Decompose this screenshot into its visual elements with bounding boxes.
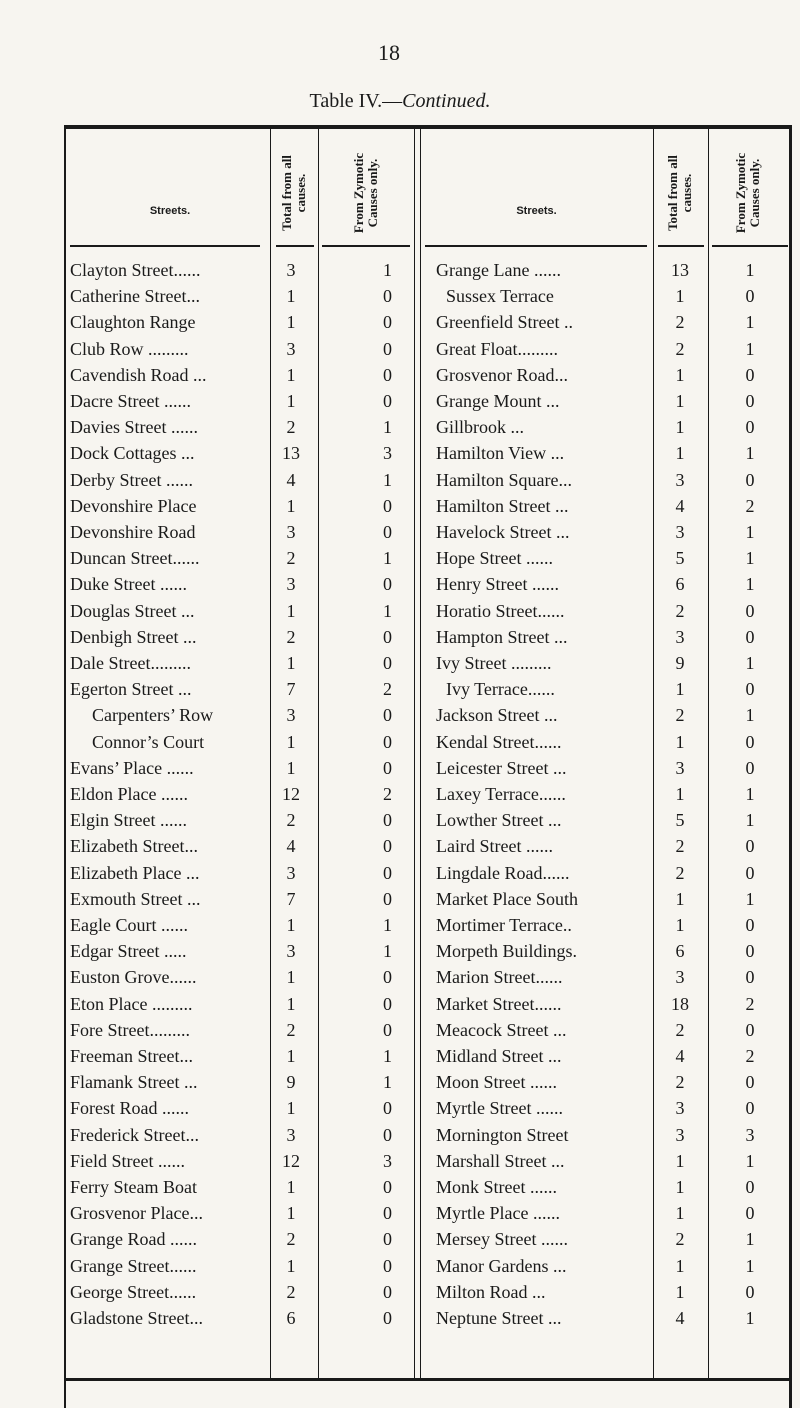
table-row <box>0 545 800 571</box>
right-zymotic-cell: 0 <box>745 1098 755 1119</box>
right-zymotic-cell: 1 <box>745 1150 755 1171</box>
right-street-name: Laird Street ...... <box>436 836 553 857</box>
right-total-cell: 3 <box>675 757 685 778</box>
left-zymotic-cell: 0 <box>383 338 392 359</box>
left-street-name: Devonshire Place <box>70 495 197 516</box>
left-total-cell: 1 <box>286 286 296 307</box>
left-street-name: Carpenters’ Row <box>92 705 214 726</box>
left-zymotic-cell: 0 <box>383 862 392 883</box>
left-zymotic-cell: 0 <box>383 1281 392 1302</box>
table-row <box>0 467 800 493</box>
left-total-cell: 2 <box>286 548 296 569</box>
right-street-name: Marshall Street ... <box>436 1150 565 1171</box>
right-zymotic-cell: 0 <box>745 469 755 490</box>
left-zymotic-cell: 0 <box>383 993 392 1014</box>
title-continued: Continued. <box>402 90 491 112</box>
right-total-cell: 4 <box>675 495 685 516</box>
right-street-name: Hamilton View ... <box>436 443 565 464</box>
table-row <box>0 388 800 414</box>
right-zymotic-cell: 0 <box>745 391 755 411</box>
table-row <box>0 309 800 335</box>
left-street-name: Duke Street ...... <box>70 574 187 595</box>
left-total-cell: 1 <box>286 915 296 935</box>
right-street-name: Market Street...... <box>436 993 562 1014</box>
right-street-name: Neptune Street ... <box>436 1308 562 1328</box>
left-zymotic-cell: 0 <box>383 1255 392 1276</box>
page-number: 18 <box>378 40 400 65</box>
table-row <box>0 571 800 597</box>
right-street-name: Myrtle Street ...... <box>436 1098 563 1119</box>
left-street-name: Eldon Place ...... <box>70 784 188 804</box>
right-street-name: Milton Road ... <box>436 1281 546 1302</box>
left-street-name: Frederick Street... <box>70 1124 199 1145</box>
left-zymotic-cell: 0 <box>383 626 392 647</box>
table-row <box>0 781 800 807</box>
left-total-cell: 2 <box>286 1281 296 1302</box>
left-street-name: Dale Street......... <box>70 653 191 673</box>
table-row <box>0 886 800 912</box>
right-total-cell: 1 <box>675 1203 685 1224</box>
left-total-cell: 1 <box>286 757 296 778</box>
left-zymotic-cell: 0 <box>383 653 392 673</box>
left-street-name: Field Street ...... <box>70 1150 185 1171</box>
right-total-cell: 1 <box>675 784 685 804</box>
right-zymotic-cell: 0 <box>745 915 755 935</box>
right-street-name: Meacock Street ... <box>436 1019 567 1040</box>
right-zymotic-cell: 1 <box>745 574 755 595</box>
right-zymotic-cell: 0 <box>745 364 755 385</box>
left-total-cell: 3 <box>286 1124 296 1145</box>
right-zymotic-cell: 1 <box>745 653 755 673</box>
left-zymotic-cell: 0 <box>383 810 392 831</box>
right-zymotic-cell: 1 <box>745 705 755 726</box>
table-row <box>0 1122 800 1148</box>
right-zymotic-cell: 1 <box>745 784 755 804</box>
left-total-cell: 3 <box>286 522 296 542</box>
right-zymotic-cell: 0 <box>745 836 755 857</box>
table-row <box>0 729 800 755</box>
table-row <box>0 991 800 1017</box>
left-street-name: Fore Street......... <box>70 1019 190 1040</box>
right-total-cell: 4 <box>675 1046 685 1066</box>
left-total-cell: 1 <box>286 391 296 411</box>
right-street-name: Ivy Street ......... <box>436 653 552 673</box>
header-rule <box>70 245 260 247</box>
right-zymotic-cell: 0 <box>745 286 755 307</box>
left-zymotic-cell: 0 <box>383 1308 392 1328</box>
right-total-cell: 1 <box>675 1281 685 1302</box>
left-total-cell: 3 <box>286 260 296 280</box>
right-total-cell: 2 <box>675 836 685 857</box>
table-row <box>0 702 800 728</box>
right-zymotic-cell: 1 <box>745 312 755 333</box>
left-street-name: Exmouth Street ... <box>70 888 201 909</box>
right-street-name: Gillbrook ... <box>436 417 524 438</box>
left-total-cell: 2 <box>286 626 296 647</box>
right-total-cell: 2 <box>675 862 685 883</box>
left-street-name: Grange Street...... <box>70 1255 197 1276</box>
right-zymotic-cell: 0 <box>745 1177 755 1197</box>
right-total-cell: 3 <box>675 626 685 647</box>
left-zymotic-cell: 1 <box>383 1046 392 1066</box>
table-bottom-rule <box>64 1378 792 1381</box>
left-street-name: Douglas Street ... <box>70 600 195 621</box>
right-zymotic-cell: 2 <box>745 993 755 1014</box>
table-row <box>0 1148 800 1174</box>
right-total-cell: 4 <box>675 1308 685 1328</box>
right-street-name: Henry Street ...... <box>436 574 559 595</box>
table-row <box>0 598 800 624</box>
left-street-name: Elgin Street ...... <box>70 810 187 831</box>
table-row <box>0 257 800 283</box>
left-street-name: Clayton Street...... <box>70 260 201 280</box>
left-street-name: Evans’ Place ...... <box>70 757 194 778</box>
right-zymotic-cell: 1 <box>745 443 755 464</box>
right-street-name: Horatio Street...... <box>436 600 565 621</box>
left-total-cell: 4 <box>286 836 296 857</box>
right-zymotic-cell: 0 <box>745 679 755 700</box>
left-zymotic-cell: 0 <box>383 1177 392 1197</box>
table-row <box>0 1174 800 1200</box>
left-street-name: Duncan Street...... <box>70 548 200 569</box>
left-street-name: Elizabeth Place ... <box>70 862 200 883</box>
table-row <box>0 807 800 833</box>
left-total-cell: 3 <box>286 941 296 962</box>
right-street-name: Manor Gardens ... <box>436 1255 567 1276</box>
right-zymotic-cell: 1 <box>745 548 755 569</box>
table-row <box>0 440 800 466</box>
right-total-cell: 5 <box>675 810 685 831</box>
left-zymotic-cell: 1 <box>383 600 392 621</box>
table-row <box>0 414 800 440</box>
right-total-cell: 3 <box>675 469 685 490</box>
right-street-name: Mornington Street <box>436 1124 569 1145</box>
right-zymotic-cell: 1 <box>745 260 755 280</box>
right-total-cell: 5 <box>675 548 685 569</box>
right-zymotic-cell: 0 <box>745 417 755 438</box>
right-zymotic-cell: 1 <box>745 522 755 542</box>
table-title <box>0 90 800 113</box>
right-total-cell: 3 <box>675 1124 685 1145</box>
left-street-name: Denbigh Street ... <box>70 626 197 647</box>
left-zymotic-cell: 1 <box>383 469 392 490</box>
right-zymotic-cell: 0 <box>745 600 755 621</box>
left-zymotic-cell: 0 <box>383 1098 392 1119</box>
right-street-name: Grange Mount ... <box>436 391 560 411</box>
right-total-cell: 9 <box>675 653 685 673</box>
right-total-cell: 1 <box>675 1177 685 1197</box>
left-zymotic-cell: 1 <box>383 1072 392 1093</box>
left-zymotic-cell: 0 <box>383 731 392 752</box>
header-rule <box>425 245 647 247</box>
left-total-cell: 1 <box>286 1177 296 1197</box>
left-total-cell: 12 <box>282 784 300 804</box>
table-row <box>0 1305 800 1331</box>
right-street-name: Mersey Street ...... <box>436 1229 568 1250</box>
left-zymotic-cell: 0 <box>383 967 392 988</box>
table-row <box>0 1043 800 1069</box>
left-street-name: Ferry Steam Boat <box>70 1177 197 1197</box>
left-total-cell: 2 <box>286 1229 296 1250</box>
right-zymotic-cell: 1 <box>745 888 755 909</box>
right-zymotic-cell: 0 <box>745 626 755 647</box>
right-total-cell: 2 <box>675 600 685 621</box>
left-street-name: Flamank Street ... <box>70 1072 198 1093</box>
right-street-name: Market Place South <box>436 888 578 909</box>
right-street-name: Lingdale Road...... <box>436 862 570 883</box>
left-street-name: Derby Street ...... <box>70 469 193 490</box>
left-total-cell: 12 <box>282 1150 300 1171</box>
left-total-cell: 13 <box>282 443 300 464</box>
left-total-cell: 1 <box>286 967 296 988</box>
left-total-cell: 4 <box>286 469 296 490</box>
table-row <box>0 283 800 309</box>
right-total-cell: 1 <box>675 417 685 438</box>
right-total-cell: 3 <box>675 1098 685 1119</box>
left-zymotic-cell: 2 <box>383 784 392 804</box>
left-street-name: Catherine Street... <box>70 286 200 307</box>
left-street-name: Connor’s Court <box>92 731 205 752</box>
table-row <box>0 1200 800 1226</box>
right-total-cell: 2 <box>675 338 685 359</box>
left-zymotic-cell: 0 <box>383 391 392 411</box>
header-rule <box>322 245 410 247</box>
header-rule <box>712 245 788 247</box>
table-row <box>0 938 800 964</box>
left-zymotic-cell: 1 <box>383 548 392 569</box>
table-row <box>0 1226 800 1252</box>
left-total-cell: 1 <box>286 1046 296 1066</box>
table-row <box>0 650 800 676</box>
title-main: Table IV.— <box>309 90 403 112</box>
left-street-name: George Street...... <box>70 1281 197 1302</box>
table-row <box>0 624 800 650</box>
right-total-cell: 6 <box>675 574 685 595</box>
right-street-name: Grosvenor Road... <box>436 364 568 385</box>
right-street-name: Hope Street ...... <box>436 548 553 569</box>
left-street-name: Freeman Street... <box>70 1046 193 1066</box>
right-street-name: Mortimer Terrace.. <box>436 915 572 935</box>
right-zymotic-cell: 0 <box>745 941 755 962</box>
left-total-cell: 1 <box>286 653 296 673</box>
right-total-cell: 1 <box>675 915 685 935</box>
left-total-cell: 7 <box>286 888 296 909</box>
left-total-cell: 3 <box>286 862 296 883</box>
right-zymotic-cell: 0 <box>745 731 755 752</box>
right-total-cell: 2 <box>675 312 685 333</box>
table-row <box>0 833 800 859</box>
right-zymotic-cell: 2 <box>745 495 755 516</box>
left-zymotic-cell: 0 <box>383 522 392 542</box>
right-zymotic-cell: 3 <box>745 1124 755 1145</box>
right-total-cell: 2 <box>675 1072 685 1093</box>
right-total-cell: 1 <box>675 286 685 307</box>
left-total-cell: 1 <box>286 364 296 385</box>
left-zymotic-cell: 1 <box>383 941 392 962</box>
right-total-cell: 2 <box>675 1019 685 1040</box>
right-total-cell: 1 <box>675 443 685 464</box>
right-street-name: Jackson Street ... <box>436 705 558 726</box>
table-row <box>0 493 800 519</box>
right-total-cell: 13 <box>671 260 689 280</box>
table-row <box>0 362 800 388</box>
left-total-cell: 3 <box>286 574 296 595</box>
left-zymotic-cell: 0 <box>383 757 392 778</box>
right-street-name: Hampton Street ... <box>436 626 568 647</box>
right-total-cell: 1 <box>675 391 685 411</box>
right-total-cell: 18 <box>671 993 689 1014</box>
table-row <box>0 1279 800 1305</box>
left-total-cell: 1 <box>286 495 296 516</box>
right-zymotic-cell: 0 <box>745 1019 755 1040</box>
right-zymotic-cell: 0 <box>745 757 755 778</box>
right-zymotic-cell: 2 <box>745 1046 755 1066</box>
right-zymotic-cell: 1 <box>745 1255 755 1276</box>
right-street-name: Midland Street ... <box>436 1046 562 1066</box>
left-zymotic-cell: 0 <box>383 705 392 726</box>
right-street-name: Myrtle Place ...... <box>436 1203 560 1224</box>
left-zymotic-cell: 0 <box>383 836 392 857</box>
left-street-name: Gladstone Street... <box>70 1308 203 1328</box>
left-total-cell: 1 <box>286 600 296 621</box>
right-street-name: Ivy Terrace...... <box>446 679 555 700</box>
table-row <box>0 1095 800 1121</box>
left-total-cell: 6 <box>286 1308 296 1328</box>
left-street-name: Edgar Street ..... <box>70 941 187 962</box>
left-street-name: Claughton Range <box>70 312 196 333</box>
right-total-cell: 1 <box>675 1150 685 1171</box>
left-zymotic-cell: 0 <box>383 1203 392 1224</box>
right-street-name: Grange Lane ...... <box>436 260 561 280</box>
left-street-name: Euston Grove...... <box>70 967 197 988</box>
table-row <box>0 912 800 938</box>
table-row <box>0 336 800 362</box>
right-total-cell: 1 <box>675 731 685 752</box>
left-zymotic-cell: 0 <box>383 574 392 595</box>
right-total-cell: 2 <box>675 705 685 726</box>
left-total-cell: 1 <box>286 993 296 1014</box>
left-zymotic-cell: 0 <box>383 495 392 516</box>
left-zymotic-cell: 2 <box>383 679 392 700</box>
table-row <box>0 1017 800 1043</box>
right-street-name: Lowther Street ... <box>436 810 562 831</box>
right-street-name: Marion Street...... <box>436 967 563 988</box>
right-street-name: Moon Street ...... <box>436 1072 557 1093</box>
header-streets-right: Streets. <box>516 205 557 217</box>
table-row <box>0 1253 800 1279</box>
right-street-name: Hamilton Street ... <box>436 495 569 516</box>
left-total-cell: 1 <box>286 731 296 752</box>
left-street-name: Grange Road ...... <box>70 1229 197 1250</box>
left-zymotic-cell: 0 <box>383 1124 392 1145</box>
left-zymotic-cell: 0 <box>383 312 392 333</box>
left-total-cell: 2 <box>286 1019 296 1040</box>
right-street-name: Havelock Street ... <box>436 522 570 542</box>
right-street-name: Great Float......... <box>436 338 558 359</box>
left-street-name: Eton Place ......... <box>70 993 193 1014</box>
left-total-cell: 9 <box>286 1072 296 1093</box>
right-street-name: Leicester Street ... <box>436 757 567 778</box>
right-zymotic-cell: 0 <box>745 1072 755 1093</box>
table-row <box>0 755 800 781</box>
header-streets-left: Streets. <box>149 205 191 217</box>
right-zymotic-cell: 0 <box>745 1203 755 1224</box>
right-zymotic-cell: 1 <box>745 338 755 359</box>
left-total-cell: 3 <box>286 338 296 359</box>
right-total-cell: 3 <box>675 967 685 988</box>
left-zymotic-cell: 0 <box>383 888 392 909</box>
left-street-name: Elizabeth Street... <box>70 836 198 857</box>
left-street-name: Cavendish Road ... <box>70 364 207 385</box>
left-zymotic-cell: 3 <box>383 443 392 464</box>
table-row <box>0 964 800 990</box>
table-row <box>0 1069 800 1095</box>
right-zymotic-cell: 1 <box>745 810 755 831</box>
right-street-name: Hamilton Square... <box>436 469 572 490</box>
left-zymotic-cell: 1 <box>383 260 392 280</box>
left-total-cell: 1 <box>286 1098 296 1119</box>
table-row <box>0 519 800 545</box>
left-total-cell: 7 <box>286 679 296 700</box>
left-street-name: Eagle Court ...... <box>70 915 188 935</box>
left-total-cell: 1 <box>286 1203 296 1224</box>
right-street-name: Sussex Terrace <box>446 286 554 307</box>
left-zymotic-cell: 0 <box>383 286 392 307</box>
left-zymotic-cell: 0 <box>383 364 392 385</box>
left-total-cell: 1 <box>286 312 296 333</box>
left-street-name: Dock Cottages ... <box>70 443 195 464</box>
right-street-name: Morpeth Buildings. <box>436 941 578 962</box>
left-street-name: Dacre Street ...... <box>70 391 191 411</box>
right-street-name: Kendal Street...... <box>436 731 562 752</box>
left-street-name: Grosvenor Place... <box>70 1203 203 1224</box>
left-street-name: Egerton Street ... <box>70 679 192 700</box>
right-total-cell: 2 <box>675 1229 685 1250</box>
table-row <box>0 676 800 702</box>
left-total-cell: 2 <box>286 417 296 438</box>
left-zymotic-cell: 0 <box>383 1229 392 1250</box>
right-zymotic-cell: 0 <box>745 967 755 988</box>
left-street-name: Forest Road ...... <box>70 1098 189 1119</box>
left-zymotic-cell: 0 <box>383 1019 392 1040</box>
right-zymotic-cell: 0 <box>745 1281 755 1302</box>
right-total-cell: 6 <box>675 941 685 962</box>
left-street-name: Devonshire Road <box>70 522 196 542</box>
right-zymotic-cell: 1 <box>745 1229 755 1250</box>
right-zymotic-cell: 0 <box>745 862 755 883</box>
table-row <box>0 860 800 886</box>
right-zymotic-cell: 1 <box>745 1308 755 1328</box>
right-total-cell: 1 <box>675 888 685 909</box>
right-total-cell: 1 <box>675 1255 685 1276</box>
left-total-cell: 3 <box>286 705 296 726</box>
left-street-name: Davies Street ...... <box>70 417 198 438</box>
right-street-name: Monk Street ...... <box>436 1177 557 1197</box>
right-total-cell: 1 <box>675 679 685 700</box>
right-street-name: Laxey Terrace...... <box>436 784 566 804</box>
right-total-cell: 3 <box>675 522 685 542</box>
right-total-cell: 1 <box>675 364 685 385</box>
left-zymotic-cell: 1 <box>383 417 392 438</box>
left-zymotic-cell: 3 <box>383 1150 392 1171</box>
left-zymotic-cell: 1 <box>383 915 392 935</box>
right-street-name: Greenfield Street .. <box>436 312 573 333</box>
left-street-name: Club Row ......... <box>70 338 189 359</box>
left-total-cell: 1 <box>286 1255 296 1276</box>
left-total-cell: 2 <box>286 810 296 831</box>
